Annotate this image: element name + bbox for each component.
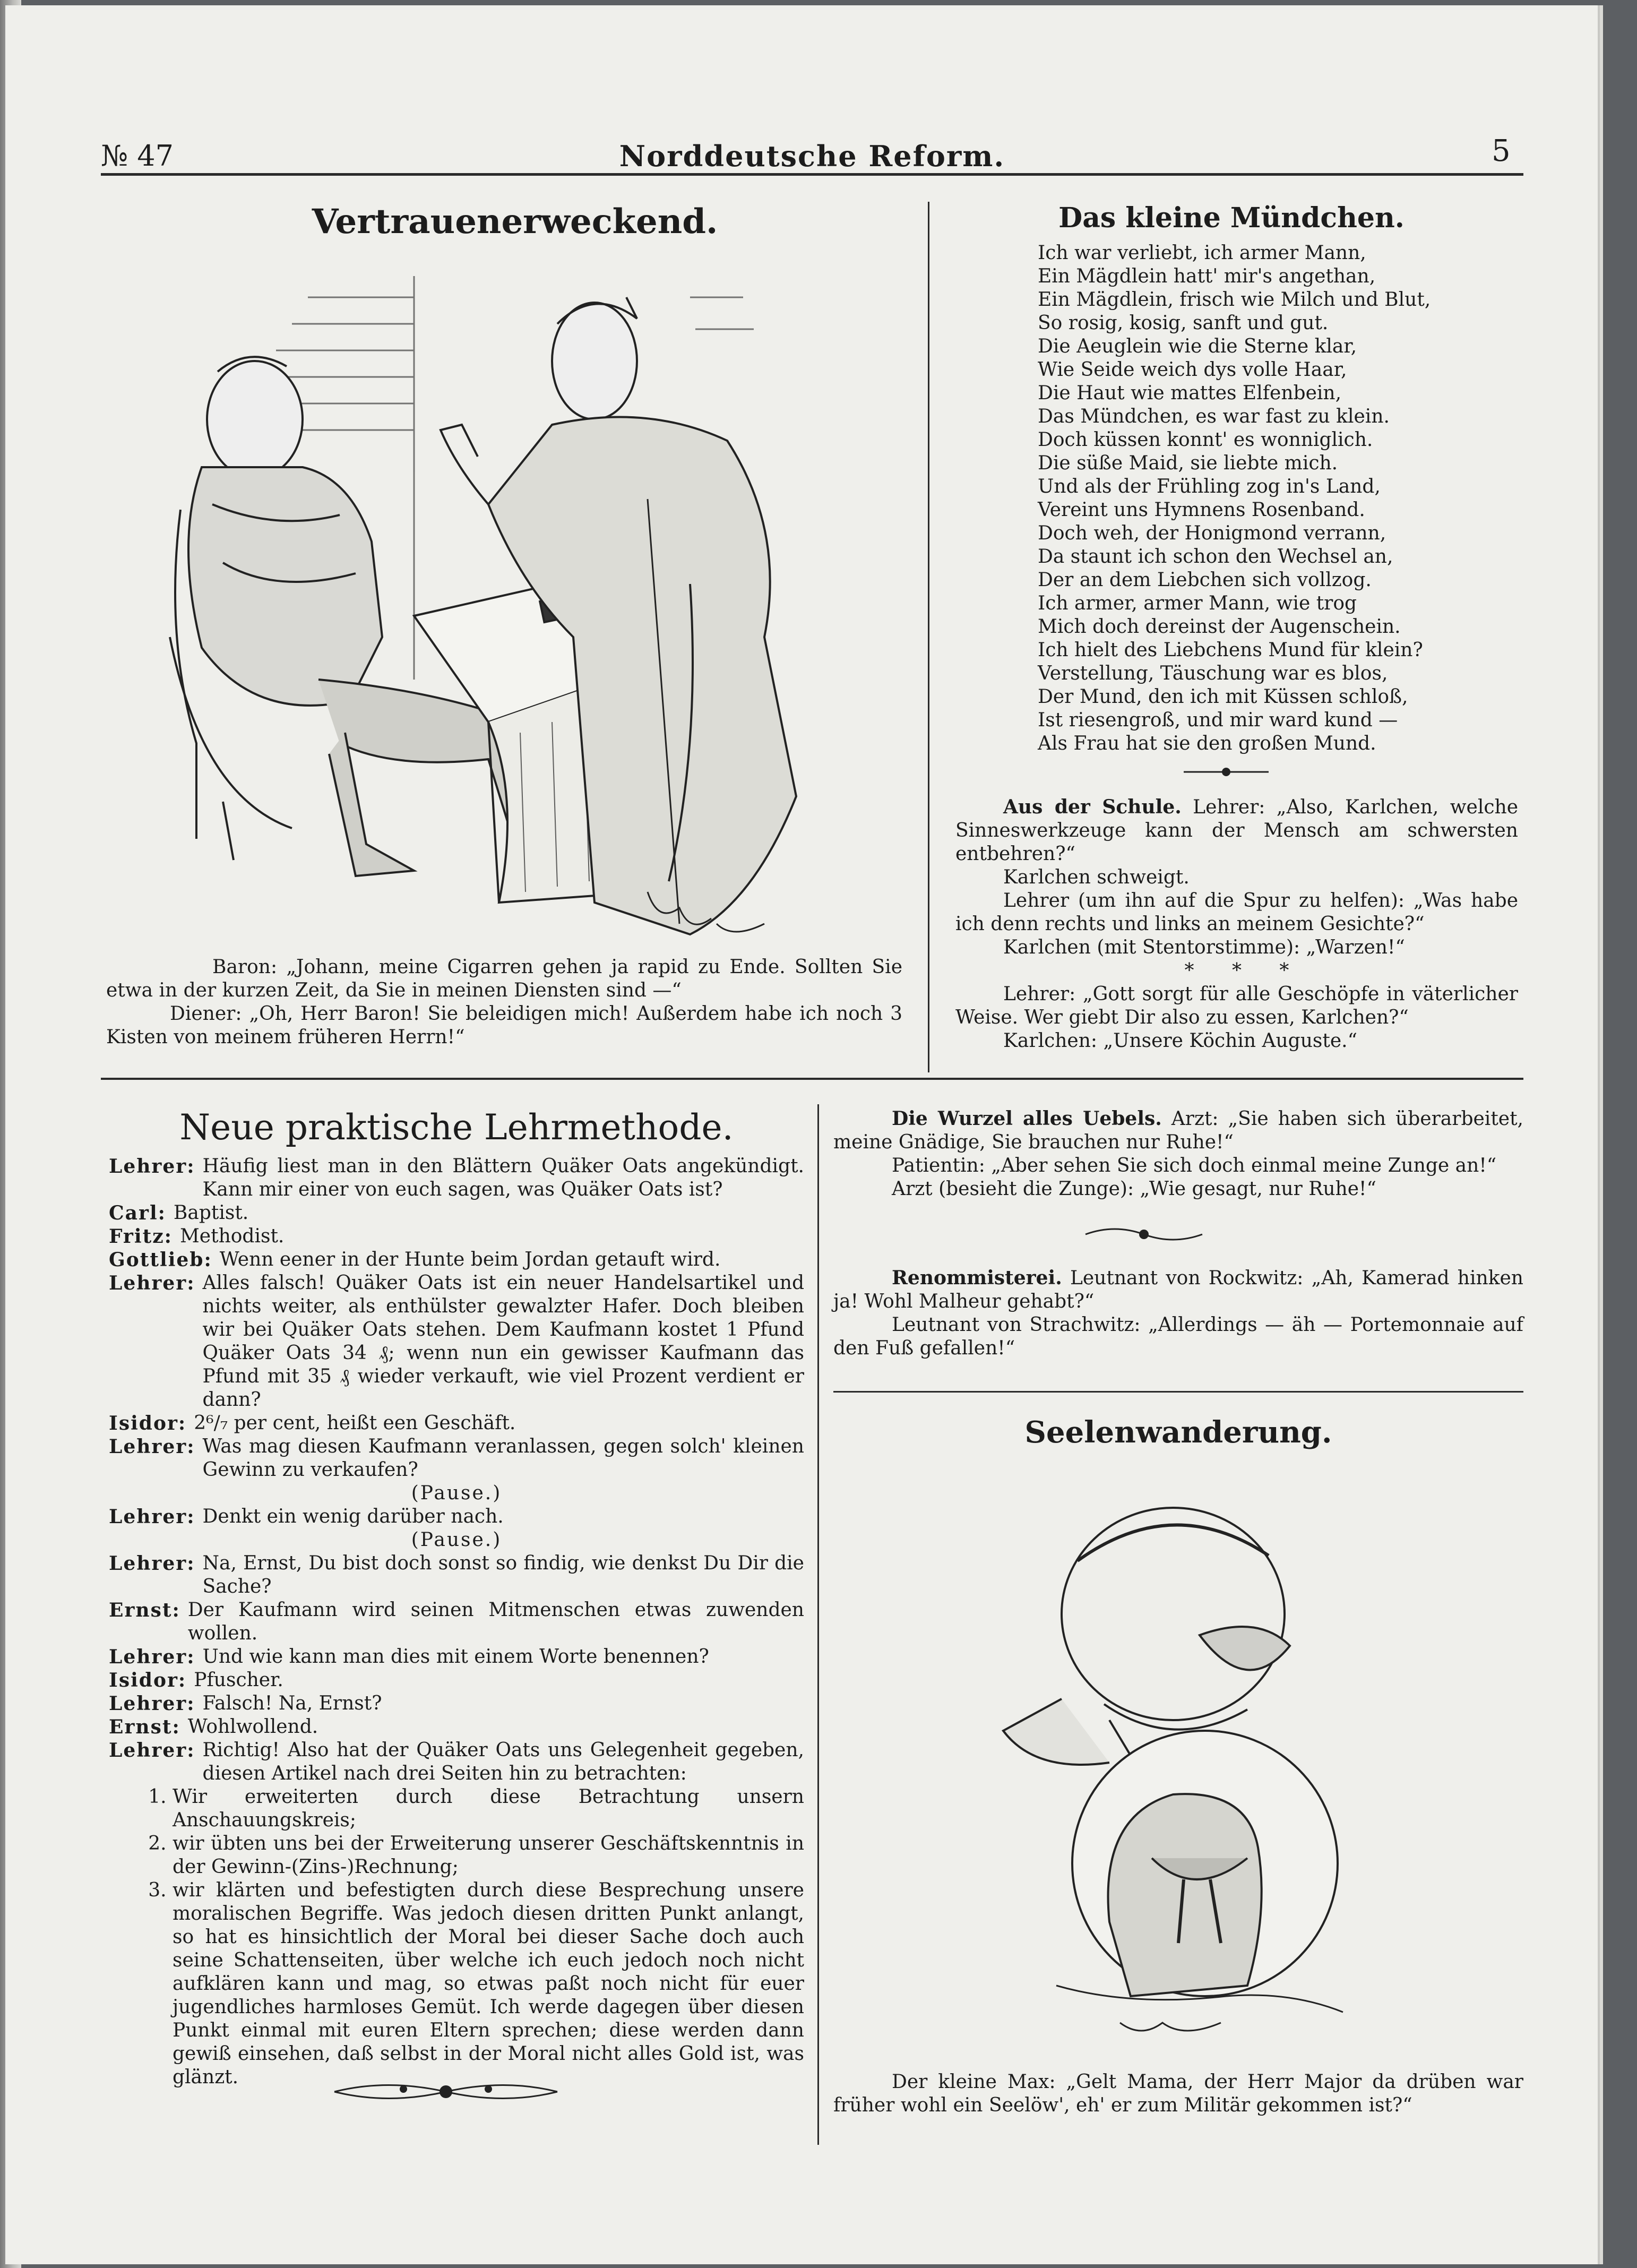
utterance: Richtig! Also hat der Quäker Oats uns Gelegenheit gegeben, diesen Artikel nach drei Seiten hin zu betrachten:: [202, 1739, 804, 1784]
poem-line: Ich armer, armer Mann, wie trog: [1038, 592, 1357, 614]
dialogue-line: [109, 1669, 804, 1692]
dialogue-line: [109, 1225, 804, 1248]
poem-text: [1038, 242, 1431, 755]
dialogue-line: [109, 1435, 804, 1482]
poem-line: Verstellung, Täuschung war es blos,: [1038, 663, 1388, 684]
major-walrus-illustration: [971, 1476, 1396, 2049]
speaker: Fritz:: [109, 1225, 173, 1248]
poem-line: Da staunt ich schon den Wechsel an,: [1038, 546, 1393, 568]
poem-line: Als Frau hat sie den großen Mund.: [1038, 733, 1376, 754]
wurzel-p3: Arzt (besieht die Zunge): „Wie gesagt, nur Ruhe!“: [892, 1178, 1376, 1200]
renommisterei-p2: Leutnant von Strachwitz: „Allerdings — äh — Portemonnaie auf den Fuß gefallen!“: [833, 1314, 1523, 1359]
poem-line: Der an dem Liebchen sich vollzog.: [1038, 569, 1372, 591]
poem-line: Ein Mägdlein, frisch wie Milch und Blut,: [1038, 289, 1431, 311]
poem-line: Wie Seide weich dys volle Haar,: [1038, 359, 1347, 381]
utterance: 2⁶/₇ per cent, heißt een Geschäft.: [194, 1412, 516, 1434]
seelenwanderung-title: Seelenwanderung.: [1024, 1415, 1332, 1450]
issue-number: № 47: [101, 139, 174, 173]
small-ornament: [1184, 766, 1269, 778]
speaker: Isidor:: [109, 1669, 187, 1691]
renommisterei-section: [833, 1266, 1523, 1360]
wurzel-section: [833, 1107, 1523, 1201]
schule-heading: Aus der Schule.: [1003, 796, 1182, 818]
wurzel-heading: Die Wurzel alles Uebels.: [892, 1107, 1162, 1130]
speaker: Carl:: [109, 1202, 166, 1224]
poem-line: Vereint uns Hymnens Rosenband.: [1038, 499, 1365, 521]
poem-line: Doch weh, der Honigmond verrann,: [1038, 522, 1386, 544]
dialogue-line: [109, 1739, 804, 1785]
dialogue-line: [109, 1599, 804, 1645]
utterance: Na, Ernst, Du bist doch sonst so findig, wie denkst Du Dir die Sache?: [202, 1552, 804, 1597]
poem-line: So rosig, kosig, sanft und gut.: [1038, 312, 1329, 334]
floral-ornament: [329, 2073, 563, 2110]
dialogue-line: [109, 1505, 804, 1528]
baron-servant-illustration: [117, 265, 924, 956]
utterance: Häufig liest man in den Blättern Quäker Oats angekündigt. Kann mir einer von euch sagen, was Quäker Oats ist?: [202, 1155, 804, 1200]
dialogue-line: [109, 1692, 804, 1715]
floral-ornament-small: [1083, 1221, 1205, 1248]
utterance: Falsch! Na, Ernst?: [202, 1693, 382, 1714]
dialogue-line: [109, 1248, 804, 1272]
lehrmethode-title: Neue praktische Lehrmethode.: [179, 1107, 734, 1148]
utterance: Was mag diesen Kaufmann veranlassen, gegen solch' kleinen Gewinn zu verkaufen?: [202, 1436, 804, 1481]
column-divider-bottom: [817, 1104, 819, 2145]
schule-p1: Lehrer: „Also, Karlchen, welche Sinneswerkzeuge kann der Mensch am schwersten entbehren?“: [955, 796, 1518, 865]
poem-title: Das kleine Mündchen.: [1058, 202, 1405, 234]
cartoon-title: Vertrauenerweckend.: [312, 202, 718, 242]
point-item: 3. wir klärten und befestigten durch diese Besprechung unsere moralischen Begriffe. Was jedoch diesen dritten Punkt anlangt, so hat es hinsichtlich der Moral bei dieser Sache doch auch seine Schattenseiten, über welche ich euch jedoch noch nicht aufklären kann und mag, so etwas paßt noch nicht für euer jugendliches harmloses Gemüt. Ich werde dagegen über diesen Punkt einmal mit euren Eltern sprechen; diese werden dann gewiß einsehen, daß selbst in der Moral nicht alles Gold ist, was glänzt.: [173, 1879, 804, 2089]
speaker: Lehrer:: [109, 1155, 195, 1178]
poem-line: Und als der Frühling zog in's Land,: [1038, 476, 1381, 497]
schule-p2: Karlchen schweigt.: [1003, 866, 1190, 888]
speaker: Lehrer:: [109, 1506, 195, 1528]
speaker: Isidor:: [109, 1412, 187, 1434]
schule-p4: Karlchen (mit Stentorstimme): „Warzen!“: [1003, 937, 1405, 958]
wurzel-p2: Patientin: „Aber sehen Sie sich doch einmal meine Zunge an!“: [892, 1155, 1497, 1176]
lehrmethode-dialogue: [109, 1155, 804, 2089]
caption-diener: Diener: „Oh, Herr Baron! Sie beleidigen mich! Außerdem habe ich noch 3 Kisten von meinem früheren Herrn!“: [106, 1003, 902, 1048]
wurzel-p1: Arzt: „Sie haben sich überarbeitet, meine Gnädige, Sie brauchen nur Ruhe!“: [833, 1108, 1523, 1153]
poem-line: Doch küssen konnt' es wonniglich.: [1038, 429, 1373, 451]
seelenwanderung-caption: Der kleine Max: „Gelt Mama, der Herr Major da drüben war früher wohl ein Seelöw', eh' er zum Militär gekommen ist?“: [833, 2071, 1523, 2116]
poem-line: Ein Mägdlein hatt' mir's angethan,: [1038, 265, 1376, 287]
speaker: Lehrer:: [109, 1646, 195, 1668]
poem-line: Ist riesengroß, und mir ward kund —: [1038, 709, 1398, 731]
pause-note: (Pause.): [411, 1529, 502, 1551]
right-column-rule: [833, 1391, 1523, 1393]
speaker: Lehrer:: [109, 1739, 195, 1762]
speaker: Ernst:: [109, 1716, 180, 1738]
renommisterei-heading: Renommisterei.: [892, 1267, 1062, 1289]
poem-line: Ich hielt des Liebchens Mund für klein?: [1038, 639, 1423, 661]
point-item: 2. wir übten uns bei der Erweiterung unserer Geschäftskenntnis in der Gewinn-(Zins-)Rechnung;: [173, 1832, 804, 1879]
section-stars: * * *: [1184, 960, 1289, 982]
schule-p3: Lehrer (um ihn auf die Spur zu helfen): „Was habe ich denn rechts und links an meinem Gesichte?“: [955, 890, 1518, 935]
speaker: Lehrer:: [109, 1436, 195, 1458]
caption-baron: Baron: „Johann, meine Cigarren gehen ja rapid zu Ende. Sollten Sie etwa in der kurzen Zeit, da Sie in meinen Diensten sind —“: [106, 956, 902, 1001]
schule-p5: Lehrer: „Gott sorgt für alle Geschöpfe in väterlicher Weise. Wer giebt Dir also zu essen, Karlchen?“: [955, 983, 1518, 1028]
dialogue-line: [109, 1715, 804, 1739]
poem-line: Die süße Maid, sie liebte mich.: [1038, 452, 1338, 474]
speaker: Lehrer:: [109, 1552, 195, 1575]
page-number: 5: [1492, 134, 1511, 168]
dialogue-line: [109, 1272, 804, 1412]
poem-line: Die Aeuglein wie die Sterne klar,: [1038, 336, 1357, 357]
poem-line: Die Haut wie mattes Elfenbein,: [1038, 382, 1342, 404]
utterance: Der Kaufmann wird seinen Mitmenschen etwas zuwenden wollen.: [187, 1599, 804, 1644]
dialogue-line: [109, 1201, 804, 1225]
utterance: Wohlwollend.: [187, 1716, 318, 1738]
cartoon-caption: [106, 956, 902, 1049]
utterance: Alles falsch! Quäker Oats ist ein neuer Handelsartikel und nichts weiter, als enthülster gewalzter Hafer. Doch bleiben wir bei Quäker Oats stehen. Dem Kaufmann kostet 1 Pfund Quäker Oats 34 ₰; wenn nun ein gewisser Kaufmann das Pfund mit 35 ₰ wieder verkauft, wie viel Prozent verdient er dann?: [202, 1272, 804, 1411]
utterance: Pfuscher.: [194, 1669, 283, 1691]
utterance: Wenn eener in der Hunte beim Jordan getauft wird.: [219, 1249, 721, 1270]
column-divider-top: [928, 202, 929, 1072]
masthead: Norddeutsche Reform.: [619, 139, 1005, 173]
utterance: Denkt ein wenig darüber nach.: [202, 1506, 504, 1527]
header-rule: [101, 173, 1523, 176]
speaker: Lehrer:: [109, 1272, 195, 1294]
pause-note: (Pause.): [411, 1482, 502, 1504]
speaker: Gottlieb:: [109, 1249, 212, 1271]
middle-rule: [101, 1078, 1523, 1080]
schule-section: [955, 795, 1518, 1053]
poem-line: Das Mündchen, es war fast zu klein.: [1038, 406, 1390, 427]
point-item: 1. Wir erweiterten durch diese Betrachtung unsern Anschauungskreis;: [173, 1785, 804, 1832]
poem-line: Ich war verliebt, ich armer Mann,: [1038, 242, 1366, 264]
speaker: Ernst:: [109, 1599, 180, 1621]
dialogue-line: [109, 1155, 804, 1201]
utterance: Baptist.: [173, 1202, 249, 1224]
poem-line: Mich doch dereinst der Augenschein.: [1038, 616, 1401, 638]
dialogue-line: [109, 1412, 804, 1435]
speaker: Lehrer:: [109, 1693, 195, 1715]
numbered-points: [109, 1785, 804, 2089]
schule-p6: Karlchen: „Unsere Köchin Auguste.“: [1003, 1030, 1358, 1052]
utterance: Und wie kann man dies mit einem Worte benennen?: [202, 1646, 709, 1668]
dialogue-line: [109, 1552, 804, 1599]
renommisterei-p1: Leutnant von Rockwitz: „Ah, Kamerad hinken ja! Wohl Malheur gehabt?“: [833, 1267, 1523, 1312]
dialogue-line: [109, 1645, 804, 1669]
poem-line: Der Mund, den ich mit Küssen schloß,: [1038, 686, 1408, 708]
utterance: Methodist.: [179, 1225, 285, 1247]
